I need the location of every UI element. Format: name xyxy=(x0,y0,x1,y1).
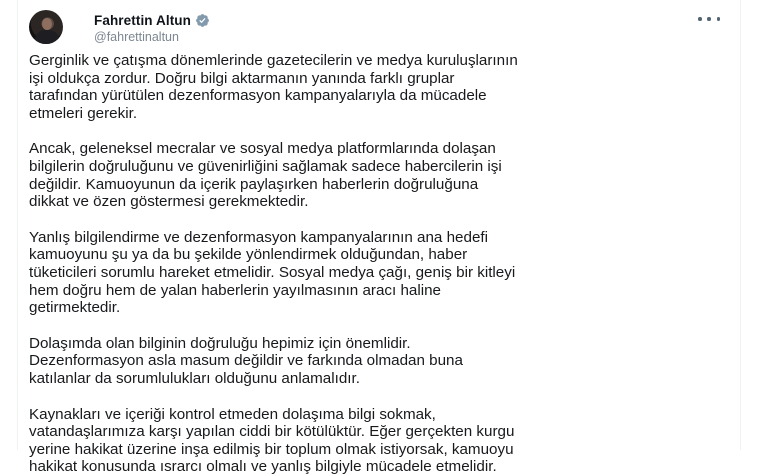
text-line: tüketicileri sorumlu hareket etmelidir. Sosyal medya çağı, geniş bir kitleyi xyxy=(29,263,516,281)
text-line: etmeleri gerekir. xyxy=(29,104,138,122)
tweet-card xyxy=(17,0,741,476)
tweet-paragraph xyxy=(29,140,729,210)
more-dot xyxy=(698,17,702,21)
text-line: yerine hakikat üzerine inşa edilmiş bir toplum olmak istiyorsak, kamuoyu xyxy=(29,440,514,458)
tweet-paragraph xyxy=(29,335,729,388)
avatar-face xyxy=(42,18,52,30)
display-name-row xyxy=(94,12,210,29)
avatar[interactable] xyxy=(29,10,63,44)
text-line: kamuoyunu şu ya da bu şekilde yönlendirmek olduğundan, haber xyxy=(29,246,468,264)
tweet-paragraph xyxy=(29,52,729,122)
text-line: dikkat ve özen göstermesi gerekmektedir. xyxy=(29,193,309,211)
avatar-shoulders xyxy=(35,30,59,44)
text-line: Yanlış bilgilendirme ve dezenformasyon kampanyalarının ana hedefi xyxy=(29,228,488,246)
verified-badge-icon xyxy=(195,13,210,28)
text-line: katılanlar da sorumlulukları olduğunu anlamalıdır. xyxy=(29,369,360,387)
text-line: değildir. Kamuoyunun da içerik paylaşırken haberlerin doğruluğuna xyxy=(29,175,479,193)
author-names xyxy=(94,12,210,44)
text-line: Kaynakları ve içeriği kontrol etmeden dolaşıma bilgi sokmak, xyxy=(29,405,436,423)
text-line: getirmektedir. xyxy=(29,299,121,317)
more-dot xyxy=(717,17,721,21)
text-line: Ancak, geleneksel mecralar ve sosyal medya platformlarında dolaşan xyxy=(29,140,496,158)
text-line: Dezenformasyon asla masum değildir ve farkında olmadan buna xyxy=(29,352,463,370)
text-line: tarafından yürütülen dezenformasyon kampanyalarıyla da mücadele xyxy=(29,87,487,105)
text-line: hakikat konusunda ısrarcı olmalı ve yanlış bilgiyle mücadele etmelidir. xyxy=(29,458,497,476)
text-line: Dolaşımda olan bilginin doğruluğu hepimiz için önemlidir. xyxy=(29,334,411,352)
display-name[interactable]: Fahrettin Altun xyxy=(94,13,191,28)
text-line: işi oldukça zordur. Doğru bilgi aktarmanın yanında farklı gruplar xyxy=(29,69,455,87)
text-line: Gerginlik ve çatışma dönemlerinde gazetecilerin ve medya kuruluşlarının xyxy=(29,52,518,69)
text-line: bilgilerin doğruluğunu ve güvenirliğini sağlamak sadece habercilerin işi xyxy=(29,157,502,175)
tweet-header xyxy=(29,10,730,44)
tweet-paragraph xyxy=(29,229,729,317)
tweet-paragraph xyxy=(29,406,729,476)
author-handle[interactable]: @fahrettinaltun xyxy=(94,30,179,44)
tweet-text xyxy=(29,52,729,476)
text-line: hem doğru hem de yalan haberlerin yayılmasının aracı haline xyxy=(29,281,441,299)
more-horizontal-icon[interactable] xyxy=(698,12,720,26)
more-dot xyxy=(707,17,711,21)
text-line: vatandaşlarımıza karşı yapılan ciddi bir kötülüktür. Eğer gerçekten kurgu xyxy=(29,423,515,441)
